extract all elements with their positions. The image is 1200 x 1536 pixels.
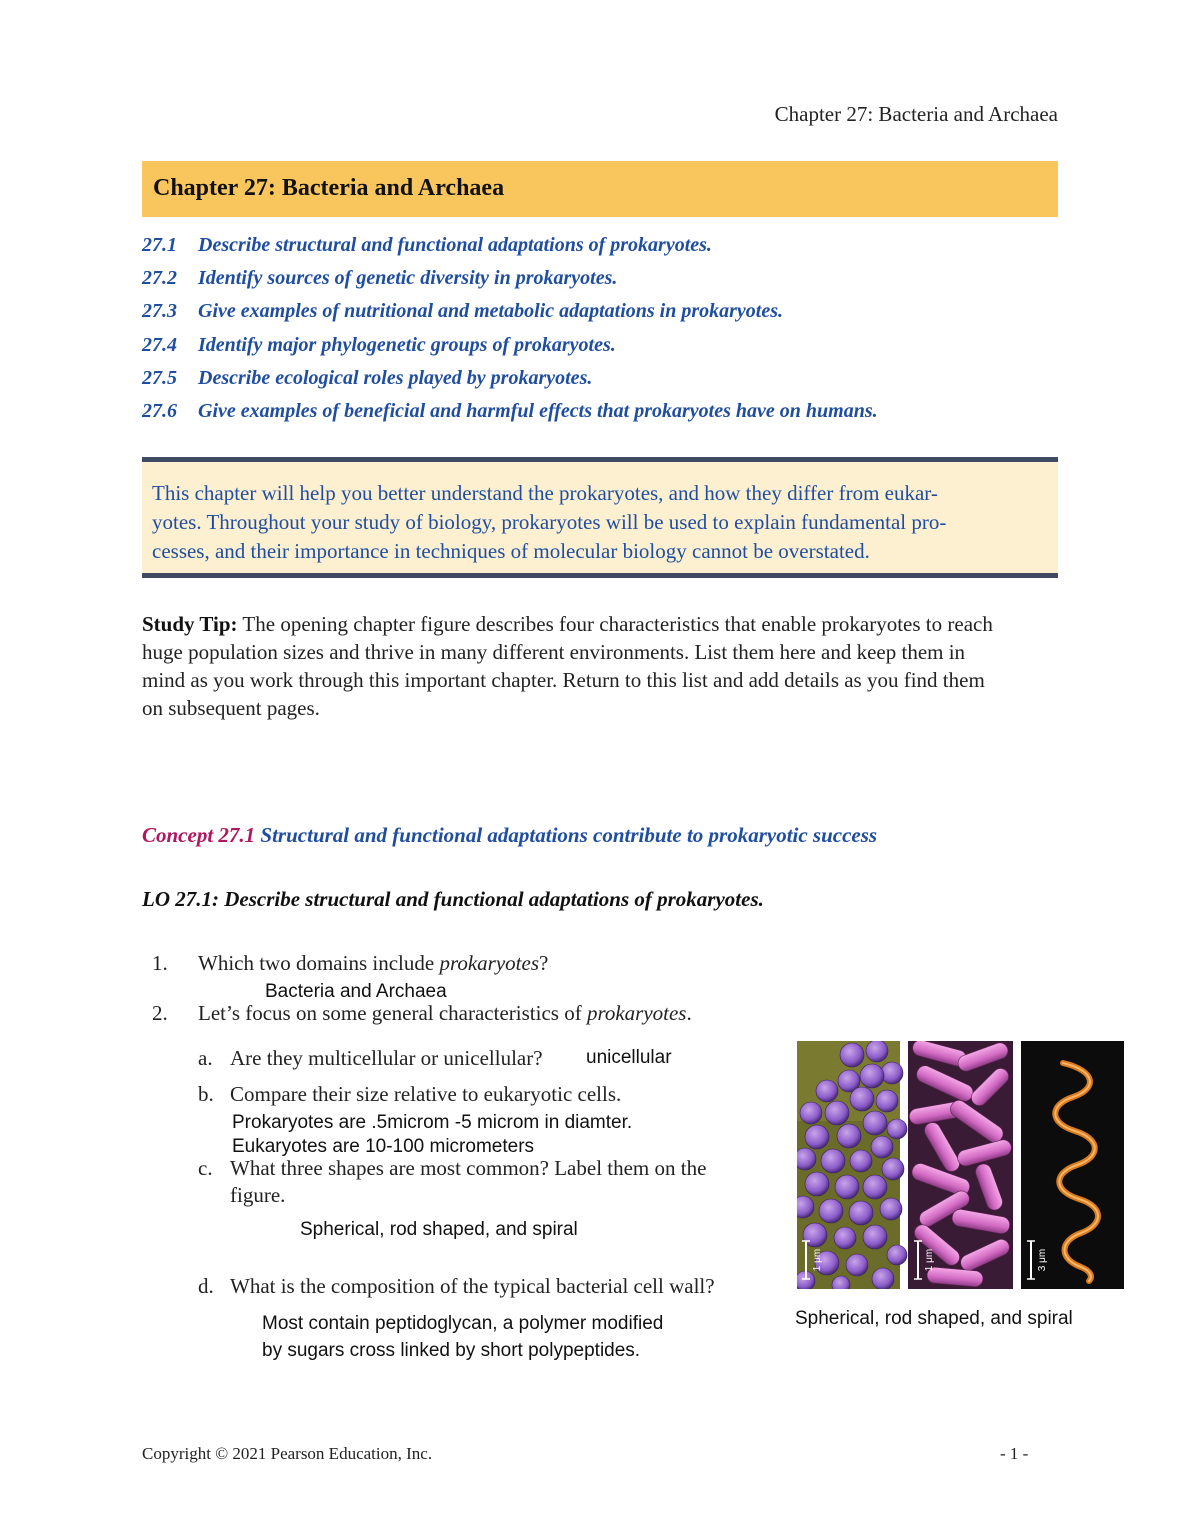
learning-objectives-list <box>142 229 1072 428</box>
objective-text: Give examples of beneficial and harmful effects that prokaryotes have on humans. <box>198 399 878 422</box>
scale-bar-label: 3 μm <box>1037 1248 1048 1272</box>
prokaryote-shapes-figure <box>797 1041 1124 1289</box>
answer-2b-line2: Eukaryotes are 10-100 micrometers <box>232 1136 535 1157</box>
question-text: What three shapes are most common? Label them on the <box>230 1156 707 1180</box>
study-tip-line: huge population sizes and thrive in many different environments. List them here and keep them in <box>142 640 966 664</box>
question-text-end: ? <box>539 951 549 975</box>
sub-letter: b. <box>198 1082 214 1106</box>
question-2d <box>198 1274 715 1299</box>
concept-title: Structural and functional adaptations contribute to prokaryotic success <box>255 823 878 847</box>
question-text: Which two domains include <box>198 951 440 975</box>
objective-text: Describe structural and functional adaptations of prokaryotes. <box>198 234 712 256</box>
question-term: prokaryotes <box>586 1001 687 1025</box>
objective-text: Identify major phylogenetic groups of prokaryotes. <box>198 333 616 356</box>
question-number: 2. <box>152 1001 168 1025</box>
sub-letter: d. <box>198 1274 214 1298</box>
objective-number: 27.2 <box>142 267 177 290</box>
objective-number: 27.5 <box>142 366 177 389</box>
answer-2d-line1: Most contain peptidoglycan, a polymer modified <box>262 1313 664 1334</box>
intro-line: yotes. Throughout your study of biology, prokaryotes will be used to explain fundamental pro- <box>152 510 947 534</box>
spiral-panel <box>1021 1041 1124 1289</box>
objective-number: 27.3 <box>142 300 177 323</box>
learning-objective <box>142 262 1072 295</box>
sub-letter: c. <box>198 1156 213 1180</box>
micrograph-panels <box>797 1041 1124 1289</box>
question-2 <box>152 1001 692 1026</box>
intro-line: This chapter will help you better understand the prokaryotes, and how they differ from eukar- <box>152 481 938 505</box>
learning-objective <box>142 295 1072 328</box>
concept-label: Concept 27.1 <box>142 823 256 847</box>
learning-objective <box>142 362 1072 395</box>
answer-2d-line2: by sugars cross linked by short polypeptides. <box>262 1340 641 1361</box>
question-number: 1. <box>152 951 168 975</box>
cocci-panel <box>797 1041 907 1289</box>
answer-1: Bacteria and Archaea <box>265 981 447 1002</box>
study-tip-line: The opening chapter figure describes four characteristics that enable prokaryotes to reach <box>237 612 993 636</box>
lo-heading: LO 27.1: Describe structural and functional adaptations of prokaryotes. <box>142 887 764 911</box>
answer-2c: Spherical, rod shaped, and spiral <box>300 1219 578 1240</box>
intro-box <box>142 457 1058 578</box>
question-text: Are they multicellular or unicellular? <box>230 1046 543 1070</box>
copyright-footer: Copyright © 2021 Pearson Education, Inc. <box>142 1444 433 1463</box>
objective-number: 27.4 <box>142 333 177 356</box>
question-text: What is the composition of the typical bacterial cell wall? <box>230 1274 715 1298</box>
question-text-end: . <box>686 1001 692 1025</box>
running-header: Chapter 27: Bacteria and Archaea <box>774 102 1058 126</box>
learning-objective <box>142 395 1072 428</box>
study-tip-label: Study Tip: <box>142 612 238 636</box>
question-1 <box>152 951 548 976</box>
question-text: Let’s focus on some general characteristics of <box>198 1001 587 1025</box>
answer-2a: unicellular <box>586 1047 672 1068</box>
question-2a <box>198 1046 543 1071</box>
scale-bar-label: 1 μm <box>924 1248 935 1272</box>
question-2b <box>198 1082 621 1107</box>
chapter-banner <box>142 161 1058 217</box>
study-tip-line: mind as you work through this important chapter. Return to this list and add details as you find them <box>142 668 985 692</box>
objective-text: Identify sources of genetic diversity in prokaryotes. <box>198 267 618 290</box>
learning-objective <box>142 229 1072 262</box>
study-tip-line: on subsequent pages. <box>142 696 320 720</box>
intro-line: cesses, and their importance in techniques of molecular biology cannot be overstated. <box>152 539 870 563</box>
objective-text: Describe ecological roles played by prokaryotes. <box>198 366 593 389</box>
question-2c-cont: figure. <box>230 1183 286 1207</box>
chapter-title: Chapter 27: Bacteria and Archaea <box>153 175 505 201</box>
question-text: Compare their size relative to eukaryotic cells. <box>230 1082 622 1106</box>
page-number: - 1 - <box>1000 1444 1029 1463</box>
study-tip <box>142 610 1062 722</box>
question-2c <box>198 1156 706 1181</box>
learning-objective <box>142 329 1072 362</box>
intro-text <box>152 479 1052 566</box>
concept-heading <box>142 823 877 848</box>
question-term: prokaryotes <box>439 951 539 975</box>
objective-number: 27.1 <box>142 234 177 256</box>
objective-number: 27.6 <box>142 399 177 422</box>
objective-text: Give examples of nutritional and metabolic adaptations in prokaryotes. <box>198 300 784 323</box>
scale-bar-label: 1 μm <box>812 1248 823 1272</box>
rods-panel <box>908 1041 1013 1289</box>
answer-2b-line1: Prokaryotes are .5microm -5 microm in diamter. <box>232 1112 633 1133</box>
figure-caption: Spherical, rod shaped, and spiral <box>795 1308 1073 1329</box>
sub-letter: a. <box>198 1046 213 1070</box>
